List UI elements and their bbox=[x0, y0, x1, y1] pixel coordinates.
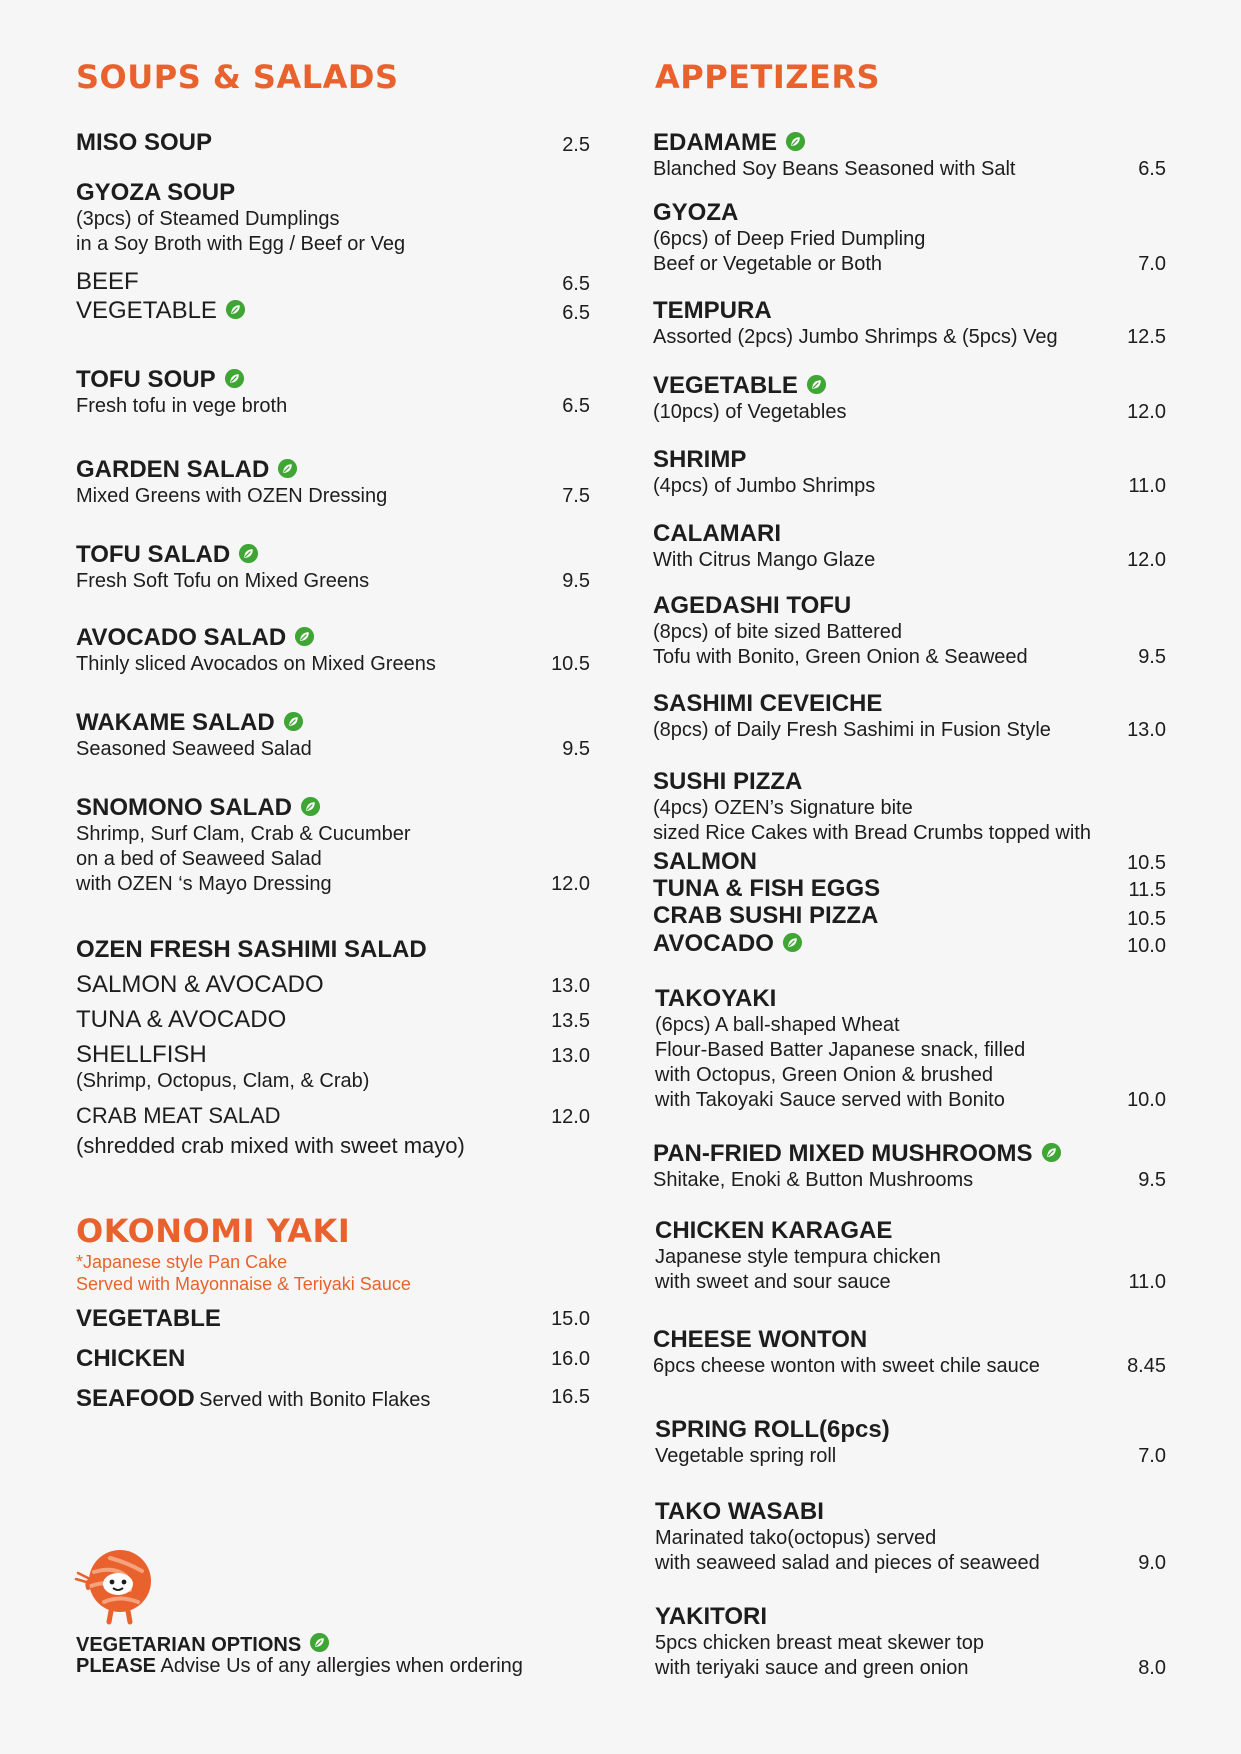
leaf-icon bbox=[225, 299, 246, 320]
soups-salads-title: SOUPS & SALADS bbox=[76, 58, 399, 96]
gyoza-soup-option-beef: BEEF bbox=[76, 268, 139, 295]
sashimi-salad-option-tuna: TUNA & AVOCADO bbox=[76, 1006, 287, 1033]
allergy-please: PLEASE bbox=[76, 1655, 157, 1677]
vegetarian-options-label: VEGETARIAN OPTIONS bbox=[76, 1634, 302, 1656]
allergy-text: Advise Us of any allergies when ordering bbox=[160, 1655, 523, 1677]
shrimp-price: 11.0 bbox=[1128, 475, 1166, 497]
appetizers-title: APPETIZERS bbox=[655, 58, 881, 96]
sushi-pizza-avocado-item bbox=[653, 930, 803, 958]
snomono-desc-3: with OZEN ‘s Mayo Dressing bbox=[76, 873, 332, 895]
tofu-salad-item bbox=[76, 541, 259, 569]
gyoza-soup-beef-price: 6.5 bbox=[562, 273, 590, 295]
sashimi-salad-tuna-price: 13.5 bbox=[551, 1010, 590, 1032]
tofu-soup-item bbox=[76, 366, 245, 394]
wonton-desc: 6pcs cheese wonton with sweet chile sauce bbox=[653, 1355, 1040, 1377]
sushi-pizza-name: SUSHI PIZZA bbox=[653, 768, 803, 795]
avocado-salad-price: 10.5 bbox=[551, 653, 590, 675]
yakitori-price: 8.0 bbox=[1138, 1657, 1166, 1679]
miso-soup-name: MISO SOUP bbox=[76, 129, 213, 156]
spring-roll-desc: Vegetable spring roll bbox=[655, 1445, 837, 1467]
karagae-desc-2: with sweet and sour sauce bbox=[655, 1271, 891, 1293]
tempura-price: 12.5 bbox=[1127, 326, 1166, 348]
avocado-salad-desc: Thinly sliced Avocados on Mixed Greens bbox=[76, 653, 436, 675]
agedashi-price: 9.5 bbox=[1138, 646, 1166, 668]
edamame-desc: Blanched Soy Beans Seasoned with Salt bbox=[653, 158, 1016, 180]
agedashi-desc-1: (8pcs) of bite sized Battered bbox=[653, 621, 903, 643]
snomono-salad-name: SNOMONO SALAD bbox=[76, 794, 292, 821]
tofu-soup-name: TOFU SOUP bbox=[76, 366, 216, 393]
wonton-name: CHEESE WONTON bbox=[653, 1326, 868, 1353]
gyoza-desc-2: Beef or Vegetable or Both bbox=[653, 253, 883, 275]
wonton-price: 8.45 bbox=[1127, 1355, 1166, 1377]
mushrooms-name: PAN-FRIED MIXED MUSHROOMS bbox=[653, 1140, 1033, 1167]
spring-roll-price: 7.0 bbox=[1138, 1445, 1166, 1467]
takoyaki-desc-2: Flour-Based Batter Japanese snack, filled bbox=[655, 1039, 1026, 1061]
edamame-item bbox=[653, 129, 806, 157]
ceveiche-desc: (8pcs) of Daily Fresh Sashimi in Fusion Style bbox=[653, 719, 1051, 741]
leaf-icon bbox=[277, 458, 298, 479]
sushi-pizza-option-avocado: AVOCADO bbox=[653, 930, 774, 957]
sushi-pizza-crab-price: 10.5 bbox=[1127, 908, 1166, 930]
leaf-icon bbox=[782, 932, 803, 953]
gyoza-desc-1: (6pcs) of Deep Fried Dumpling bbox=[653, 228, 926, 250]
sushi-pizza-option-tuna: TUNA & FISH EGGS bbox=[653, 875, 881, 902]
wakame-salad-price: 9.5 bbox=[562, 738, 590, 760]
leaf-icon bbox=[224, 368, 245, 389]
allergy-notice bbox=[76, 1654, 523, 1678]
okonomi-sub-1: *Japanese style Pan Cake bbox=[76, 1252, 288, 1272]
snomono-salad-item bbox=[76, 794, 321, 822]
tempura-name: TEMPURA bbox=[653, 297, 772, 324]
okonomi-sub-2: Served with Mayonnaise & Teriyaki Sauce bbox=[76, 1274, 411, 1294]
snomono-price: 12.0 bbox=[551, 873, 590, 895]
wakame-salad-name: WAKAME SALAD bbox=[76, 709, 275, 736]
ceveiche-price: 13.0 bbox=[1127, 719, 1166, 741]
mushrooms-desc: Shitake, Enoki & Button Mushrooms bbox=[653, 1169, 974, 1191]
miso-soup-price: 2.5 bbox=[562, 134, 590, 156]
tako-wasabi-desc-2: with seaweed salad and pieces of seaweed bbox=[655, 1552, 1040, 1574]
tofu-soup-desc: Fresh tofu in vege broth bbox=[76, 395, 288, 417]
takoyaki-desc-1: (6pcs) A ball-shaped Wheat bbox=[655, 1014, 900, 1036]
tofu-salad-name: TOFU SALAD bbox=[76, 541, 231, 568]
wakame-salad-desc: Seasoned Seaweed Salad bbox=[76, 738, 312, 760]
sashimi-salad-name: OZEN FRESH SASHIMI SALAD bbox=[76, 936, 427, 963]
sashimi-salad-shellfish-price: 13.0 bbox=[551, 1045, 590, 1067]
wakame-salad-item bbox=[76, 709, 304, 737]
garden-salad-name: GARDEN SALAD bbox=[76, 456, 270, 483]
spring-roll-name: SPRING ROLL(6pcs) bbox=[655, 1416, 890, 1443]
gyoza-soup-option-veg bbox=[76, 297, 246, 325]
leaf-icon bbox=[283, 711, 304, 732]
yakitori-desc-2: with teriyaki sauce and green onion bbox=[655, 1657, 969, 1679]
sushi-pizza-option-crab: CRAB SUSHI PIZZA bbox=[653, 902, 879, 929]
sushi-pizza-option-salmon: SALMON bbox=[653, 848, 757, 875]
takoyaki-desc-3: with Octopus, Green Onion & brushed bbox=[655, 1064, 993, 1086]
sashimi-salad-option-crab: CRAB MEAT SALAD bbox=[76, 1103, 281, 1128]
sushi-pizza-salmon-price: 10.5 bbox=[1127, 852, 1166, 874]
gyoza-soup-desc-1: (3pcs) of Steamed Dumplings bbox=[76, 208, 340, 230]
calamari-name: CALAMARI bbox=[653, 520, 781, 547]
leaf-icon bbox=[785, 131, 806, 152]
avocado-salad-name: AVOCADO SALAD bbox=[76, 624, 287, 651]
sushi-pizza-desc-1: (4pcs) OZEN’s Signature bite bbox=[653, 797, 913, 819]
okonomi-seafood-price: 16.5 bbox=[551, 1386, 590, 1408]
okonomi-yaki-title: OKONOMI YAKI bbox=[76, 1212, 351, 1250]
snomono-desc-2: on a bed of Seaweed Salad bbox=[76, 848, 322, 870]
okonomi-chicken-name: CHICKEN bbox=[76, 1345, 186, 1372]
sushi-pizza-tuna-price: 11.5 bbox=[1128, 879, 1166, 901]
gyoza-soup-desc-2: in a Soy Broth with Egg / Beef or Veg bbox=[76, 233, 406, 255]
garden-salad-price: 7.5 bbox=[562, 485, 590, 507]
gyoza-soup-option-veg-label: VEGETABLE bbox=[76, 297, 217, 324]
yakitori-desc-1: 5pcs chicken breast meat skewer top bbox=[655, 1632, 985, 1654]
sashimi-salad-option-shellfish: SHELLFISH bbox=[76, 1041, 207, 1068]
vegetable-name: VEGETABLE bbox=[653, 372, 798, 399]
vegetable-item bbox=[653, 372, 827, 400]
shrimp-desc: (4pcs) of Jumbo Shrimps bbox=[653, 475, 876, 497]
calamari-price: 12.0 bbox=[1127, 549, 1166, 571]
takoyaki-desc-4: with Takoyaki Sauce served with Bonito bbox=[655, 1089, 1005, 1111]
gyoza-price: 7.0 bbox=[1138, 253, 1166, 275]
okonomi-seafood-name: SEAFOOD bbox=[76, 1385, 195, 1412]
gyoza-soup-veg-price: 6.5 bbox=[562, 302, 590, 324]
takoyaki-name: TAKOYAKI bbox=[655, 985, 777, 1012]
sashimi-salad-salmon-price: 13.0 bbox=[551, 975, 590, 997]
okonomi-vegetable-price: 15.0 bbox=[551, 1308, 590, 1330]
tofu-salad-desc: Fresh Soft Tofu on Mixed Greens bbox=[76, 570, 370, 592]
leaf-icon bbox=[309, 1632, 330, 1653]
edamame-name: EDAMAME bbox=[653, 129, 777, 156]
garden-salad-item bbox=[76, 456, 298, 484]
gyoza-soup-name: GYOZA SOUP bbox=[76, 179, 236, 206]
tofu-soup-price: 6.5 bbox=[562, 395, 590, 417]
mushrooms-item bbox=[653, 1140, 1062, 1168]
leaf-icon bbox=[806, 374, 827, 395]
gyoza-name: GYOZA bbox=[653, 199, 739, 226]
snomono-desc-1: Shrimp, Surf Clam, Crab & Cucumber bbox=[76, 823, 411, 845]
okonomi-seafood-note: Served with Bonito Flakes bbox=[199, 1389, 431, 1411]
shrimp-name: SHRIMP bbox=[653, 446, 747, 473]
agedashi-name: AGEDASHI TOFU bbox=[653, 592, 852, 619]
sashimi-salad-shellfish-desc: (Shrimp, Octopus, Clam, & Crab) bbox=[76, 1070, 370, 1092]
salmon-sushi-mascot-icon bbox=[74, 1546, 160, 1631]
leaf-icon bbox=[294, 626, 315, 647]
tako-wasabi-desc-1: Marinated tako(octopus) served bbox=[655, 1527, 937, 1549]
sushi-pizza-desc-2: sized Rice Cakes with Bread Crumbs topped with bbox=[653, 822, 1091, 844]
karagae-name: CHICKEN KARAGAE bbox=[655, 1217, 893, 1244]
tako-wasabi-price: 9.0 bbox=[1138, 1552, 1166, 1574]
vegetable-price: 12.0 bbox=[1127, 401, 1166, 423]
sashimi-salad-crab-desc: (shredded crab mixed with sweet mayo) bbox=[76, 1133, 465, 1158]
sushi-pizza-avocado-price: 10.0 bbox=[1127, 935, 1166, 957]
sashimi-salad-option-salmon: SALMON & AVOCADO bbox=[76, 971, 324, 998]
leaf-icon bbox=[300, 796, 321, 817]
leaf-icon bbox=[1041, 1142, 1062, 1163]
calamari-desc: With Citrus Mango Glaze bbox=[653, 549, 876, 571]
tako-wasabi-name: TAKO WASABI bbox=[655, 1498, 824, 1525]
sashimi-salad-crab-price: 12.0 bbox=[551, 1106, 590, 1128]
ceveiche-name: SASHIMI CEVEICHE bbox=[653, 690, 883, 717]
karagae-desc-1: Japanese style tempura chicken bbox=[655, 1246, 941, 1268]
takoyaki-price: 10.0 bbox=[1127, 1089, 1166, 1111]
agedashi-desc-2: Tofu with Bonito, Green Onion & Seaweed bbox=[653, 646, 1028, 668]
leaf-icon bbox=[238, 543, 259, 564]
edamame-price: 6.5 bbox=[1138, 158, 1166, 180]
mushrooms-price: 9.5 bbox=[1138, 1169, 1166, 1191]
yakitori-name: YAKITORI bbox=[655, 1603, 768, 1630]
okonomi-vegetable-name: VEGETABLE bbox=[76, 1305, 221, 1332]
garden-salad-desc: Mixed Greens with OZEN Dressing bbox=[76, 485, 388, 507]
tempura-desc: Assorted (2pcs) Jumbo Shrimps & (5pcs) Veg bbox=[653, 326, 1058, 348]
vegetable-desc: (10pcs) of Vegetables bbox=[653, 401, 847, 423]
okonomi-chicken-price: 16.0 bbox=[551, 1348, 590, 1370]
tofu-salad-price: 9.5 bbox=[562, 570, 590, 592]
avocado-salad-item bbox=[76, 624, 315, 652]
karagae-price: 11.0 bbox=[1128, 1271, 1166, 1293]
okonomi-seafood-item bbox=[76, 1385, 430, 1413]
